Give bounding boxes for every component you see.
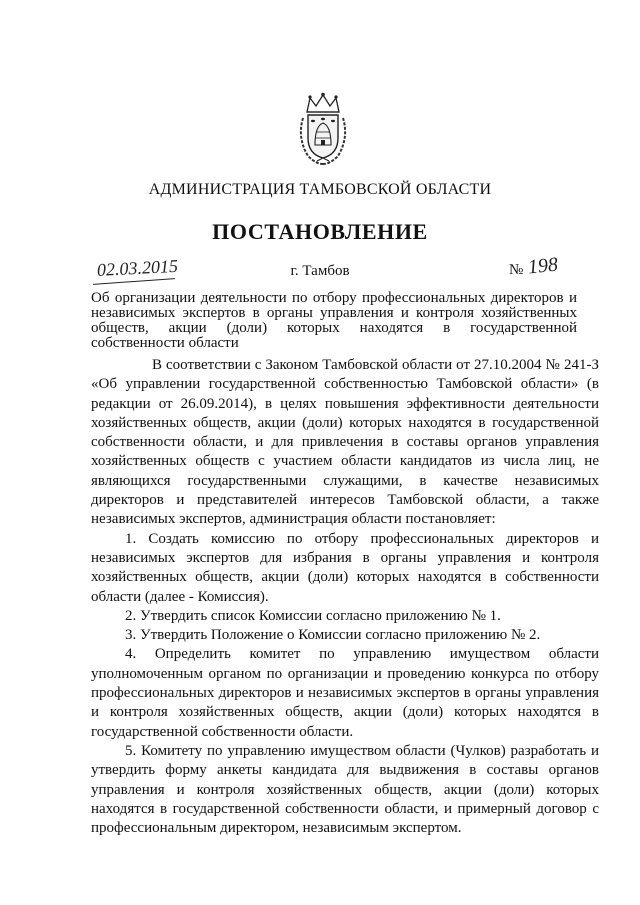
organization-name: АДМИНИСТРАЦИЯ ТАМБОВСКОЙ ОБЛАСТИ [148, 181, 492, 198]
city-label: г. Тамбов [290, 263, 350, 279]
handwritten-date: 02.03.2015 [96, 255, 179, 280]
document-number-label: № [509, 262, 524, 278]
clause-4: 4. Определить комитет по управлению имуществом области уполномоченным органом по организации и проведению конкурса по отбору профессиональных директоров и независимых экспертов в органы управления и контроля хозяйственных обществ, акции (доли) которых находятся в государственной собственности области. [91, 646, 599, 740]
document-type-title: ПОСТАНОВЛЕНИЕ [212, 219, 428, 244]
clause-3: 3. Утвердить Положение о Комиссии согласно приложению № 2. [125, 627, 541, 644]
preamble-paragraph: В соответствии с Законом Тамбовской области от 27.10.2004 № 241-З «Об управлении государственной собственностью Тамбовской области» (в редакции от 26.09.2014), в целях повышения эффективности деятельности хозяйственных обществ, акции (доли) которых находятся в государственной собственности области, и для привлечения в составы органов управления хозяйственных обществ с участием области кандидатов из числа лиц, не являющихся государственными служащими, в качестве независимых директоров и представителей интересов Тамбовской области, а также независимых экспертов, администрация области постановляет: [91, 357, 599, 528]
handwritten-document-number: 198 [526, 253, 560, 279]
clause-5: 5. Комитету по управлению имуществом области (Чулков) разработать и утвердить форму анкеты кандидата для выдвижения в составы органов управления и контроля хозяйственных обществ, акции (доли) которых находятся в государственной собственности области, и примерный договор с профессиональным директором, независимым экспертом. [91, 742, 599, 837]
clause-2: 2. Утвердить список Комиссии согласно приложению № 1. [125, 607, 501, 624]
clause-1: 1. Создать комиссию по отбору профессиональных директоров и независимых экспертов для избрания в органы управления и контроля хозяйственных обществ, акции (доли) которых находятся в собственности области (далее - Комиссия). [91, 530, 599, 605]
coat-of-arms-emblem [296, 92, 350, 166]
document-subject: Об организации деятельности по отбору профессиональных директоров и независимых экспертов в органы управления и контроля хозяйственных обществ, акции (доли) которых находятся в государственной собственности области [91, 290, 577, 351]
document-body [91, 356, 599, 838]
